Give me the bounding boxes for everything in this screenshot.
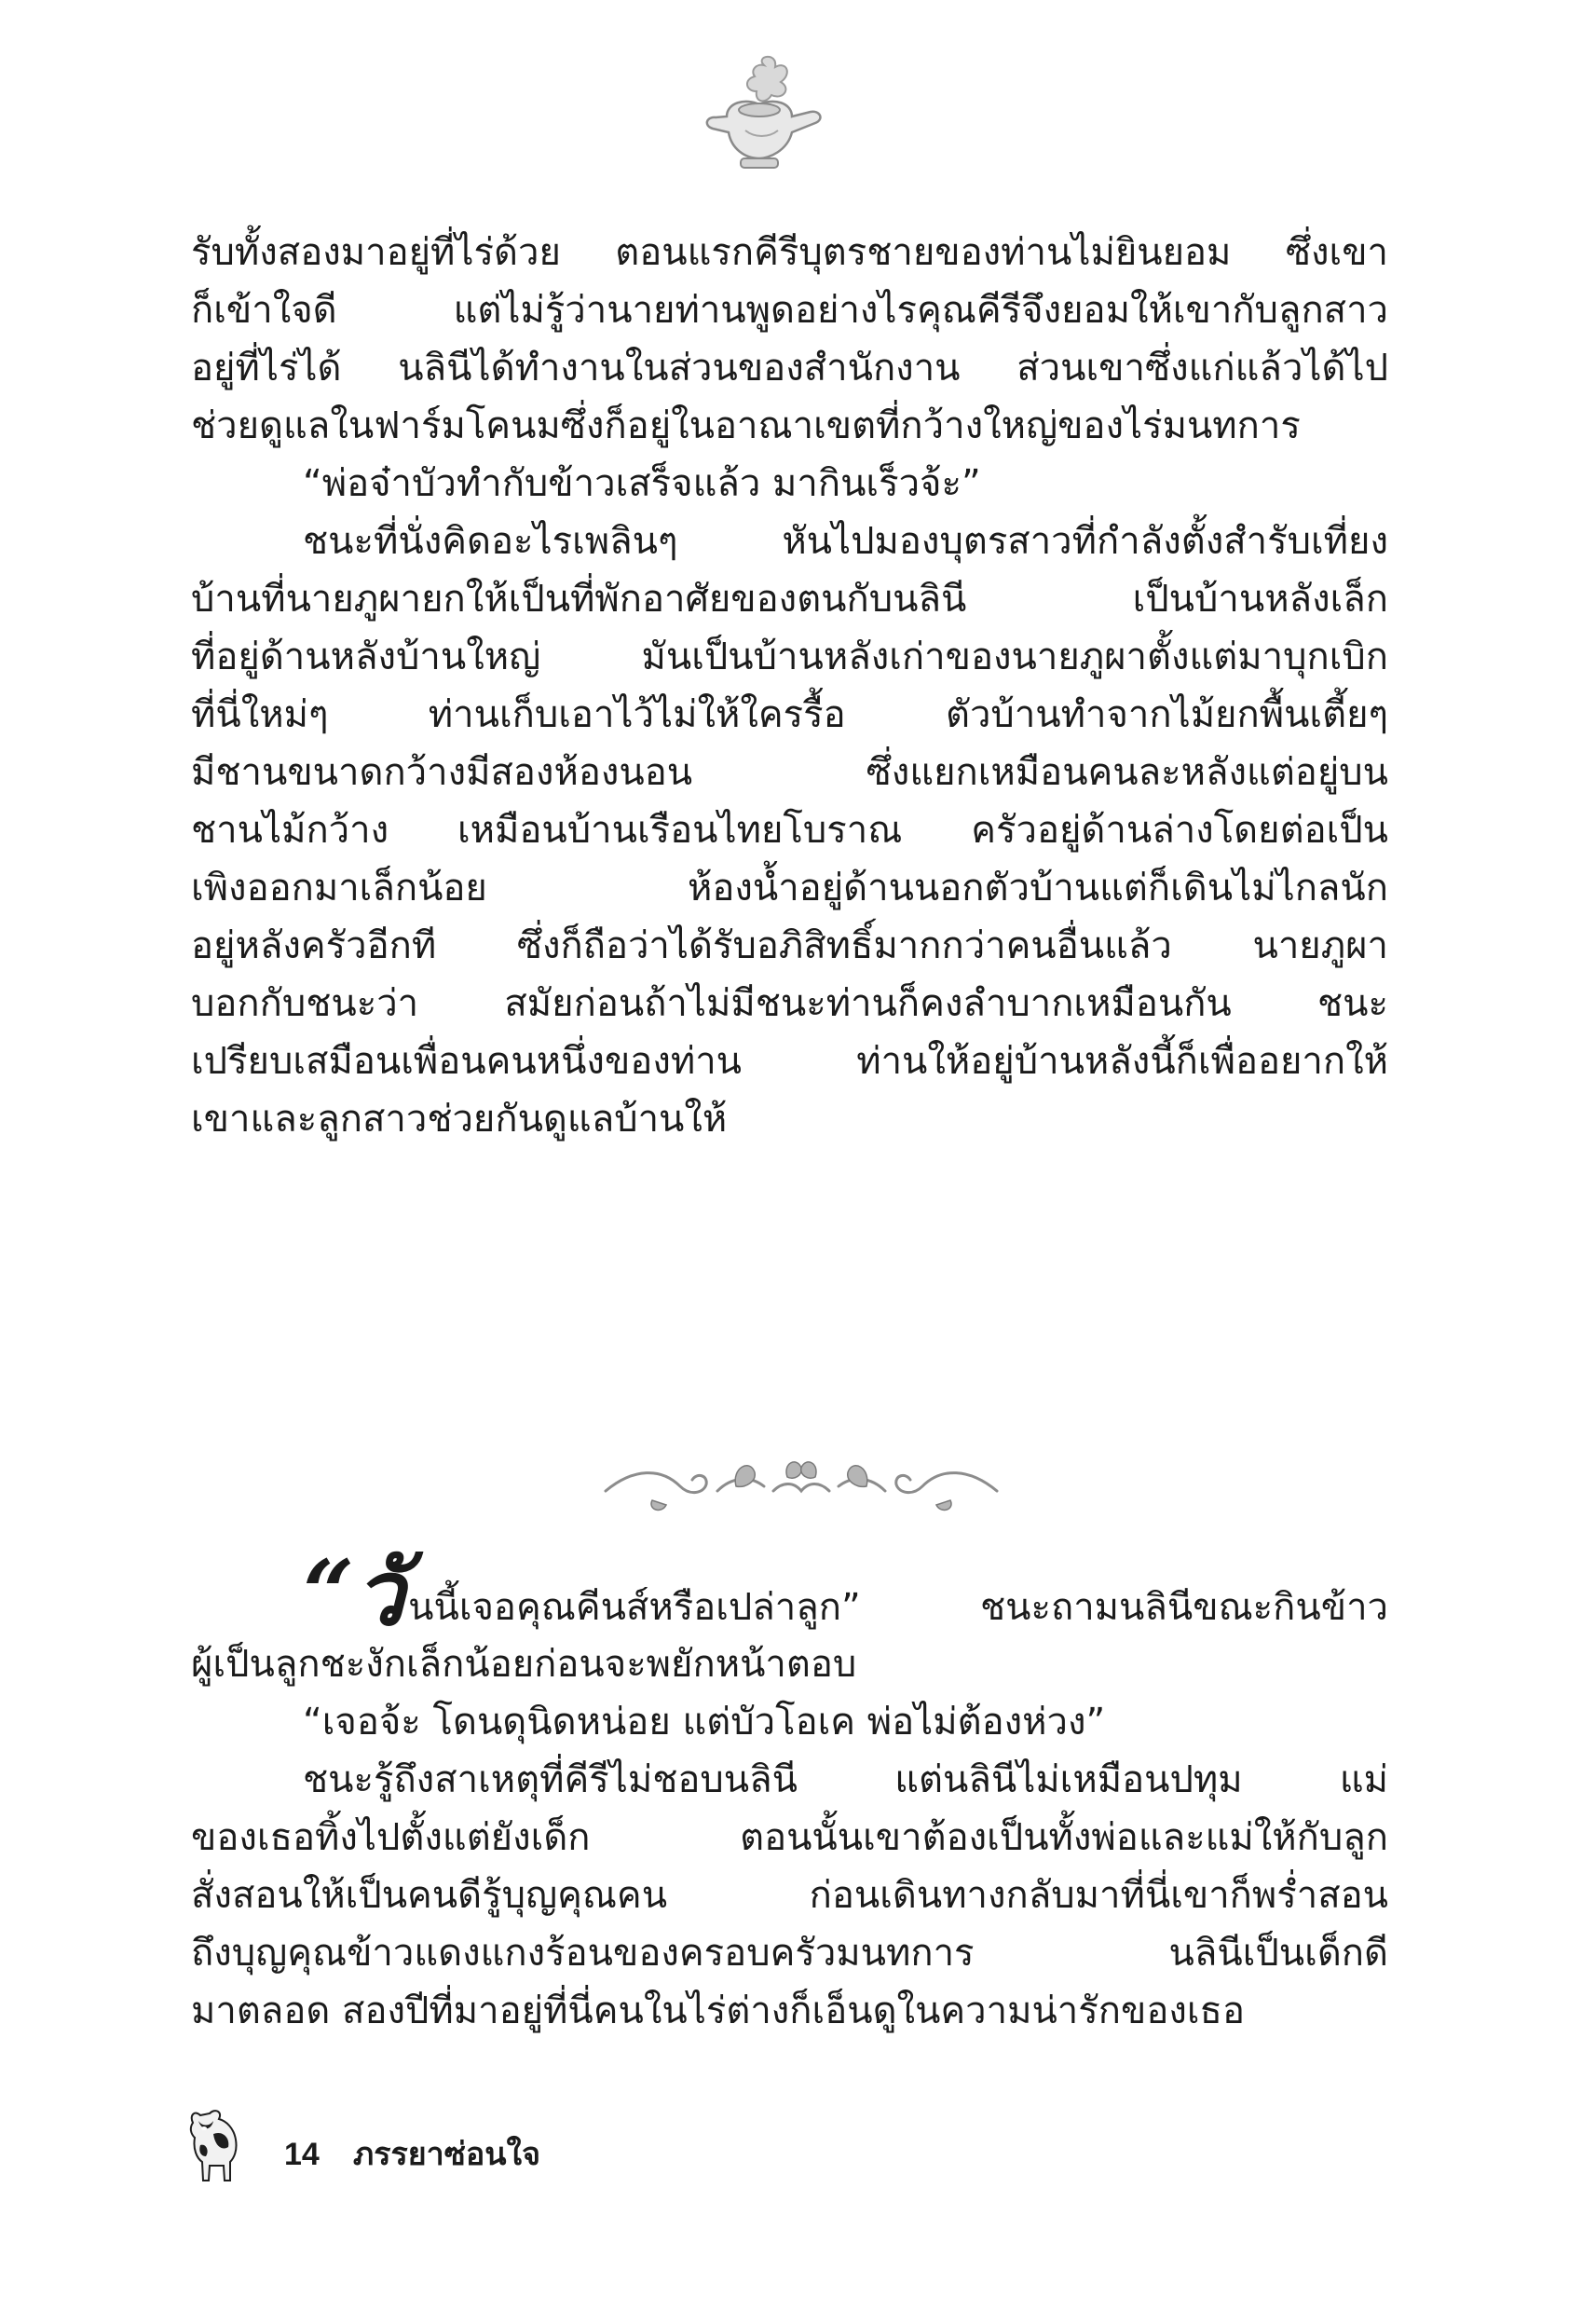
text-line: ก็เข้าใจดี แต่ไม่รู้ว่านายท่านพูดอย่างไรคุณคีรีจึงยอมให้เขากับลูกสาว [191, 289, 1388, 332]
text-line: อยู่ที่ไร่ได้ นลินีได้ทำงานในส่วนของสำนักงาน ส่วนเขาซึ่งแก่แล้วได้ไป [191, 347, 1388, 390]
text-line: เปรียบเสมือนเพื่อนคนหนึ่งของท่าน ท่านให้อยู่บ้านหลังนี้ก็เพื่ออยากให้ [191, 1040, 1388, 1083]
text-line: ถึงบุญคุณข้าวแดงแกงร้อนของครอบครัวมนทการ นลินีเป็นเด็กดี [191, 1932, 1388, 1975]
page-footer [182, 2101, 540, 2185]
text-line: ที่อยู่ด้านหลังบ้านใหญ่ มันเป็นบ้านหลังเก่าของนายภูผาตั้งแต่มาบุกเบิก [191, 636, 1388, 678]
cow-icon [182, 2106, 247, 2185]
text-line: อยู่หลังครัวอีกที ซึ่งก็ถือว่าได้รับอภิสิทธิ์มากกว่าคนอื่นแล้ว นายภูผา [191, 924, 1388, 967]
text-line: มาตลอด สองปีที่มาอยู่ที่นี่คนในไร่ต่างก็เอ็นดูในความน่ารักของเธอ [191, 1990, 1245, 2032]
opening-paragraph [191, 1540, 1388, 1646]
text-line: ชานไม้กว้าง เหมือนบ้านเรือนไทยโบราณ ครัวอยู่ด้านล่างโดยต่อเป็น [191, 809, 1388, 852]
text-line: รับทั้งสองมาอยู่ที่ไร่ด้วย ตอนแรกคีรีบุตรชายของท่านไม่ยินยอม ซึ่งเขา [191, 231, 1388, 274]
page-number: 14 [284, 2137, 320, 2172]
text-line: ของเธอทิ้งไปตั้งแต่ยังเด็ก ตอนนั้นเขาต้องเป็นทั้งพ่อและแม่ให้กับลูก [191, 1816, 1388, 1859]
text-line: บอกกับชนะว่า สมัยก่อนถ้าไม่มีชนะท่านก็คงลำบากเหมือนกัน ชนะ [191, 982, 1388, 1025]
dialogue-line: “เจอจ้ะ โดนดุนิดหน่อย แต่บัวโอเค พ่อไม่ต้องห่วง” [303, 1701, 1106, 1744]
section-1-text [191, 224, 1388, 1148]
text-line: ผู้เป็นลูกชะงักเล็กน้อยก่อนจะพยักหน้าตอบ [191, 1643, 857, 1686]
text-line: ชนะที่นั่งคิดอะไรเพลินๆ หันไปมองบุตรสาวที่กำลังตั้งสำรับเที่ยง [303, 520, 1388, 563]
text-line: ชนะรู้ถึงสาเหตุที่คีรีไม่ชอบนลินี แต่นลินีไม่เหมือนปทุม แม่ [303, 1758, 1388, 1801]
book-title: ภรรยาซ่อนใจ [352, 2137, 541, 2172]
section-2-text [191, 1540, 1388, 2040]
text-line: เพิงออกมาเล็กน้อย ห้องน้ำอยู่ด้านนอกตัวบ้านแต่ก็เดินไม่ไกลนัก [191, 867, 1388, 909]
text-line: บ้านที่นายภูผายกให้เป็นที่พักอาศัยของตนกับนลินี เป็นบ้านหลังเล็ก [191, 578, 1388, 621]
text-line: มีชานขนาดกว้างมีสองห้องนอน ซึ่งแยกเหมือนคนละหลังแต่อยู่บน [191, 751, 1388, 794]
floral-divider-icon [596, 1449, 1006, 1519]
dialogue-line: “พ่อจ๋าบัวทำกับข้าวเสร็จแล้ว มากินเร็วจ้ะ” [303, 462, 981, 505]
text-line: เขาและลูกสาวช่วยกันดูแลบ้านให้ [191, 1098, 728, 1141]
text-line: นนี้เจอคุณคีนส์หรือเปล่าลูก” ชนะถามนลินีขณะกินข้าว [408, 1586, 1388, 1629]
drop-cap: “วั [303, 1540, 405, 1646]
text-line: ช่วยดูแลในฟาร์มโคนมซึ่งก็อยู่ในอาณาเขตที่กว้างใหญ่ของไร่มนทการ [191, 404, 1301, 447]
genie-lamp-icon [689, 47, 829, 186]
text-line: สั่งสอนให้เป็นคนดีรู้บุญคุณคน ก่อนเดินทางกลับมาที่นี่เขาก็พร่ำสอน [191, 1874, 1388, 1917]
text-line: ที่นี่ใหม่ๆ ท่านเก็บเอาไว้ไม่ให้ใครรื้อ ตัวบ้านทำจากไม้ยกพื้นเตี้ยๆ [191, 693, 1388, 736]
